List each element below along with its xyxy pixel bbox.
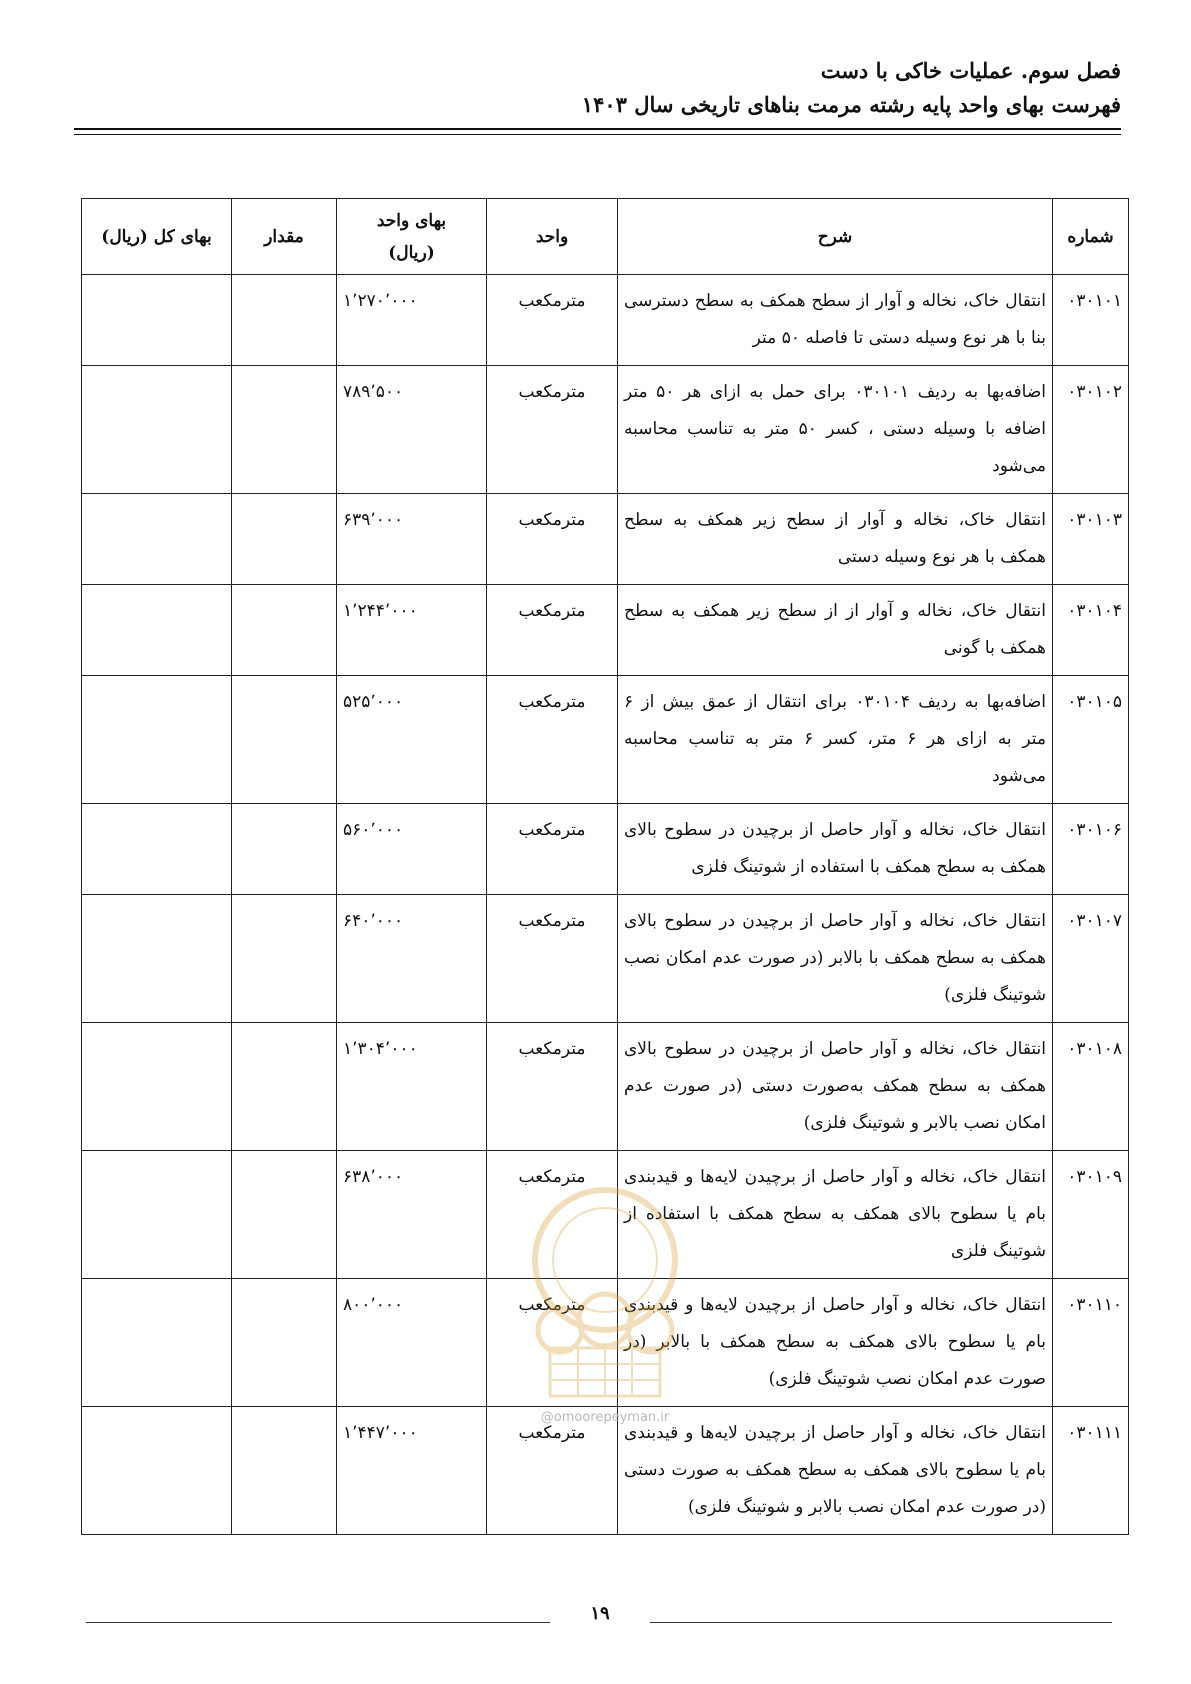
unit-price-label: بهای واحد xyxy=(376,210,447,231)
item-total xyxy=(82,804,232,895)
chapter-title: فصل سوم. عملیات خاکی با دست xyxy=(820,58,1121,83)
table-row xyxy=(82,585,1129,676)
item-code: ۰۳۰۱۱۰ xyxy=(1053,1279,1129,1407)
item-unit-price: ۷۸۹٬۵۰۰ xyxy=(337,366,487,494)
item-quantity xyxy=(232,804,337,895)
item-unit: مترمکعب xyxy=(487,804,618,895)
item-quantity xyxy=(232,585,337,676)
item-unit-price: ۶۴۰٬۰۰۰ xyxy=(337,895,487,1023)
col-header-total: بهای کل (ریال) xyxy=(82,199,232,275)
table-row xyxy=(82,676,1129,804)
item-unit-price: ۸۰۰٬۰۰۰ xyxy=(337,1279,487,1407)
item-code: ۰۳۰۱۰۱ xyxy=(1053,275,1129,366)
item-unit: مترمکعب xyxy=(487,1151,618,1279)
footer-rule-right xyxy=(650,1622,1112,1623)
col-header-description: شرح xyxy=(618,199,1053,275)
watermark-url: @omoorepeyman.ir xyxy=(540,1410,670,1425)
header-rule-thin xyxy=(74,134,1121,135)
item-unit: مترمکعب xyxy=(487,1407,618,1535)
item-unit-price: ۱٬۴۴۷٬۰۰۰ xyxy=(337,1407,487,1535)
item-quantity xyxy=(232,895,337,1023)
item-description: اضافه‌بها به ردیف ۰۳۰۱۰۱ برای حمل به ازای هر ۵۰ متر اضافه با وسیله دستی ، کسر ۵۰ متر به تناسب محاسبه می‌شود xyxy=(618,366,1053,494)
item-description: انتقال خاک، نخاله و آوار حاصل از برچیدن لایه‌ها و قیدبندی بام یا سطوح بالای همکف به سطح همکف با بالابر (در صورت عدم امکان نصب شوتینگ فلزی) xyxy=(618,1279,1053,1407)
table-row xyxy=(82,1023,1129,1151)
page-header xyxy=(71,54,1121,122)
item-total xyxy=(82,1279,232,1407)
item-unit: مترمکعب xyxy=(487,275,618,366)
item-total xyxy=(82,366,232,494)
footer-rule-left xyxy=(86,1622,550,1623)
col-header-unit-price xyxy=(337,199,487,275)
item-unit-price: ۱٬۲۴۴٬۰۰۰ xyxy=(337,585,487,676)
col-header-unit: واحد xyxy=(487,199,618,275)
item-total xyxy=(82,1023,232,1151)
table-row xyxy=(82,494,1129,585)
item-code: ۰۳۰۱۰۸ xyxy=(1053,1023,1129,1151)
item-quantity xyxy=(232,366,337,494)
item-unit: مترمکعب xyxy=(487,895,618,1023)
table-header-row xyxy=(82,199,1129,275)
item-quantity xyxy=(232,494,337,585)
table-row xyxy=(82,1407,1129,1535)
header-rule-thick xyxy=(74,128,1121,130)
item-total xyxy=(82,585,232,676)
item-unit: مترمکعب xyxy=(487,494,618,585)
table-row xyxy=(82,895,1129,1023)
item-description: انتقال خاک، نخاله و آوار حاصل از برچیدن در سطوح بالای همکف به سطح همکف با بالابر (در صورت عدم امکان نصب شوتینگ فلزی) xyxy=(618,895,1053,1023)
item-quantity xyxy=(232,676,337,804)
item-total xyxy=(82,1407,232,1535)
item-description: انتقال خاک، نخاله و آوار حاصل از برچیدن لایه‌ها و قیدبندی بام یا سطوح بالای همکف به سطح همکف به صورت دستی (در صورت عدم امکان نصب بالابر و شوتینگ فلزی) xyxy=(618,1407,1053,1535)
item-unit-price: ۱٬۲۷۰٬۰۰۰ xyxy=(337,275,487,366)
item-unit: مترمکعب xyxy=(487,585,618,676)
item-description: انتقال خاک، نخاله و آوار حاصل از برچیدن لایه‌ها و قیدبندی بام یا سطوح بالای همکف به سطح همکف با استفاده از شوتینگ فلزی xyxy=(618,1151,1053,1279)
item-code: ۰۳۰۱۰۷ xyxy=(1053,895,1129,1023)
item-description: اضافه‌بها به ردیف ۰۳۰۱۰۴ برای انتقال از عمق بیش از ۶ متر به ازای هر ۶ متر، کسر ۶ متر به تناسب محاسبه می‌شود xyxy=(618,676,1053,804)
item-total xyxy=(82,1151,232,1279)
col-header-quantity: مقدار xyxy=(232,199,337,275)
item-unit: مترمکعب xyxy=(487,676,618,804)
item-code: ۰۳۰۱۰۵ xyxy=(1053,676,1129,804)
item-unit-price: ۵۶۰٬۰۰۰ xyxy=(337,804,487,895)
item-unit-price: ۱٬۳۰۴٬۰۰۰ xyxy=(337,1023,487,1151)
item-quantity xyxy=(232,1151,337,1279)
item-unit-price: ۶۳۸٬۰۰۰ xyxy=(337,1151,487,1279)
item-code: ۰۳۰۱۰۴ xyxy=(1053,585,1129,676)
item-code: ۰۳۰۱۱۱ xyxy=(1053,1407,1129,1535)
item-total xyxy=(82,895,232,1023)
item-quantity xyxy=(232,1279,337,1407)
item-description: انتقال خاک، نخاله و آوار از از سطح زیر همکف به سطح همکف با گونی xyxy=(618,585,1053,676)
page-number: ۱۹ xyxy=(590,1603,610,1624)
item-unit: مترمکعب xyxy=(487,1279,618,1407)
document-subtitle: فهرست بهای واحد پایه رشته مرمت بناهای تاریخی سال ۱۴۰۳ xyxy=(581,92,1121,117)
item-description: انتقال خاک، نخاله و آوار از سطح زیر همکف به سطح همکف با هر نوع وسیله دستی xyxy=(618,494,1053,585)
item-description: انتقال خاک، نخاله و آوار حاصل از برچیدن در سطوح بالای همکف به سطح همکف با استفاده از شوتینگ فلزی xyxy=(618,804,1053,895)
watermark-logo-icon xyxy=(500,1180,710,1410)
table-row xyxy=(82,275,1129,366)
table-row xyxy=(82,366,1129,494)
item-code: ۰۳۰۱۰۳ xyxy=(1053,494,1129,585)
item-total xyxy=(82,494,232,585)
item-description: انتقال خاک، نخاله و آوار از سطح همکف به سطح دسترسی بنا با هر نوع وسیله دستی تا فاصله ۵۰ متر xyxy=(618,275,1053,366)
item-unit: مترمکعب xyxy=(487,1023,618,1151)
item-quantity xyxy=(232,1023,337,1151)
item-quantity xyxy=(232,1407,337,1535)
unit-price-currency: (ریال) xyxy=(388,242,435,263)
item-unit-price: ۵۲۵٬۰۰۰ xyxy=(337,676,487,804)
item-description: انتقال خاک، نخاله و آوار حاصل از برچیدن در سطوح بالای همکف به سطح همکف به‌صورت دستی (در صورت عدم امکان نصب بالابر و شوتینگ فلزی) xyxy=(618,1023,1053,1151)
item-total xyxy=(82,676,232,804)
item-quantity xyxy=(232,275,337,366)
item-code: ۰۳۰۱۰۲ xyxy=(1053,366,1129,494)
item-code: ۰۳۰۱۰۹ xyxy=(1053,1151,1129,1279)
item-unit: مترمکعب xyxy=(487,366,618,494)
col-header-code: شماره xyxy=(1053,199,1129,275)
table-row xyxy=(82,804,1129,895)
item-code: ۰۳۰۱۰۶ xyxy=(1053,804,1129,895)
item-unit-price: ۶۳۹٬۰۰۰ xyxy=(337,494,487,585)
item-total xyxy=(82,275,232,366)
